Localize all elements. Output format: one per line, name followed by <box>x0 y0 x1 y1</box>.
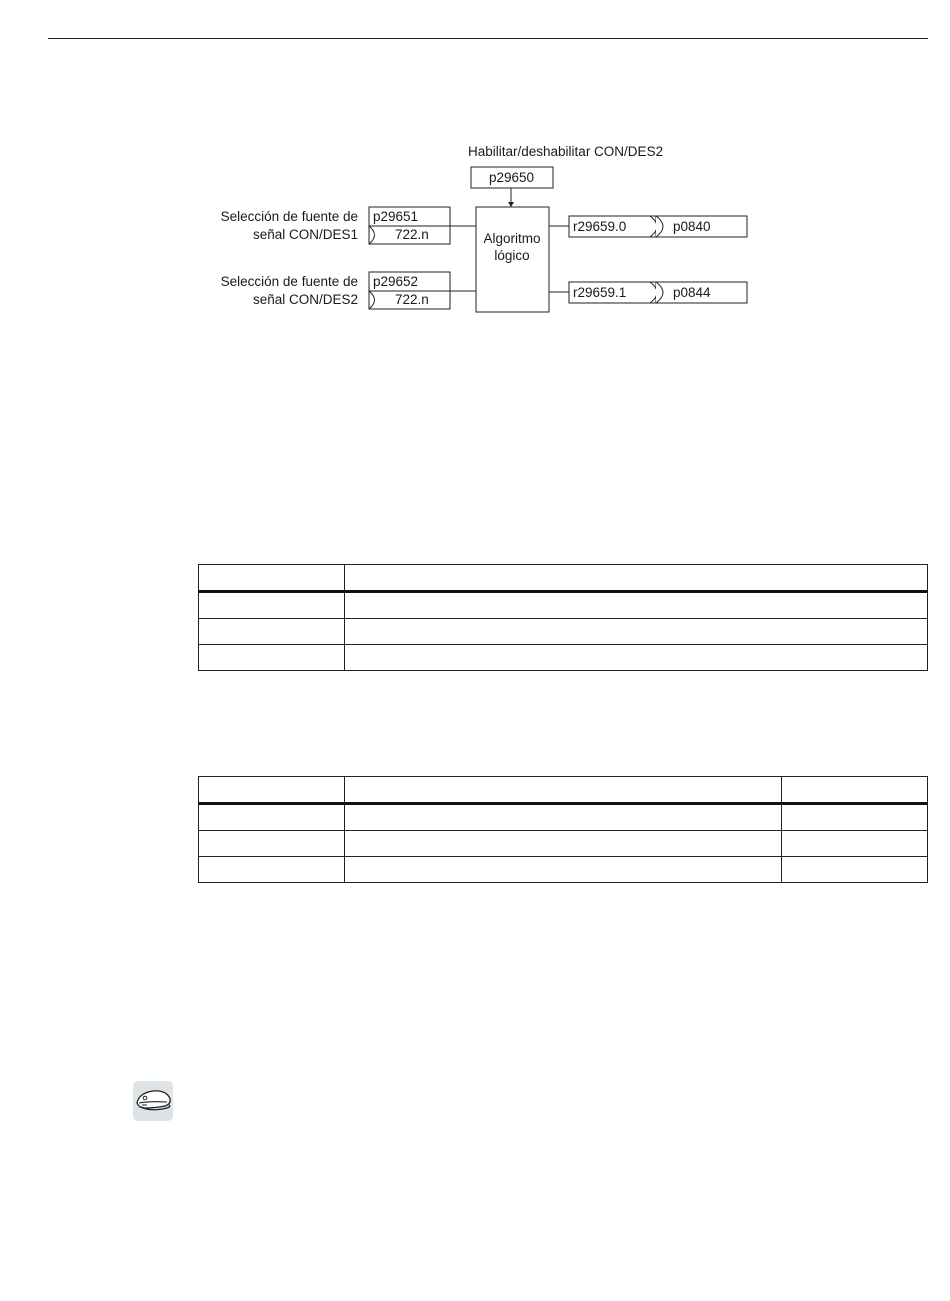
table-cell <box>345 592 928 619</box>
source1-param: p29651 <box>373 209 419 224</box>
table-cell <box>345 645 928 671</box>
enable-label: Habilitar/deshabilitar CON/DES2 <box>468 144 664 159</box>
table-cell <box>345 831 782 857</box>
table-header-cell <box>199 777 345 804</box>
table-header-row <box>199 565 928 592</box>
parameter-table-2 <box>198 776 928 883</box>
table-row <box>199 804 928 831</box>
out2-param: r29659.1 <box>573 285 627 300</box>
table-row <box>199 619 928 645</box>
source1-value: 722.n <box>395 227 429 242</box>
logic-diagram <box>0 0 950 340</box>
logic-label-line1: Algoritmo <box>483 231 541 246</box>
table-cell <box>345 857 782 883</box>
table-cell <box>199 831 345 857</box>
table-cell <box>782 831 928 857</box>
source2-param: p29652 <box>373 274 419 289</box>
table-row <box>199 645 928 671</box>
out1-param: r29659.0 <box>573 219 627 234</box>
enable-param: p29650 <box>489 170 535 185</box>
out2-target: p0844 <box>673 285 711 300</box>
source2-label-line1: Selección de fuente de <box>220 274 358 289</box>
table-header-cell <box>345 777 782 804</box>
enable-arrow-head <box>508 202 514 207</box>
table-cell <box>345 804 782 831</box>
table-cell <box>782 804 928 831</box>
table-row <box>199 592 928 619</box>
table-header-cell <box>199 565 345 592</box>
officer-cap-icon <box>133 1081 173 1121</box>
table-row <box>199 831 928 857</box>
logic-label-line2: lógico <box>494 248 530 263</box>
table-cell <box>199 645 345 671</box>
table-row <box>199 857 928 883</box>
parameter-table-1 <box>198 564 928 671</box>
source2-label-line2: señal CON/DES2 <box>252 292 358 307</box>
source1-label-line1: Selección de fuente de <box>220 209 358 224</box>
table-cell <box>199 857 345 883</box>
table-cell <box>199 804 345 831</box>
table-header-cell <box>782 777 928 804</box>
table-header-cell <box>345 565 928 592</box>
source2-value: 722.n <box>395 292 429 307</box>
table-header-row <box>199 777 928 804</box>
table-cell <box>199 592 345 619</box>
table-cell <box>345 619 928 645</box>
out1-target: p0840 <box>673 219 711 234</box>
source1-label-line2: señal CON/DES1 <box>252 227 358 242</box>
table-cell <box>782 857 928 883</box>
table-cell <box>199 619 345 645</box>
